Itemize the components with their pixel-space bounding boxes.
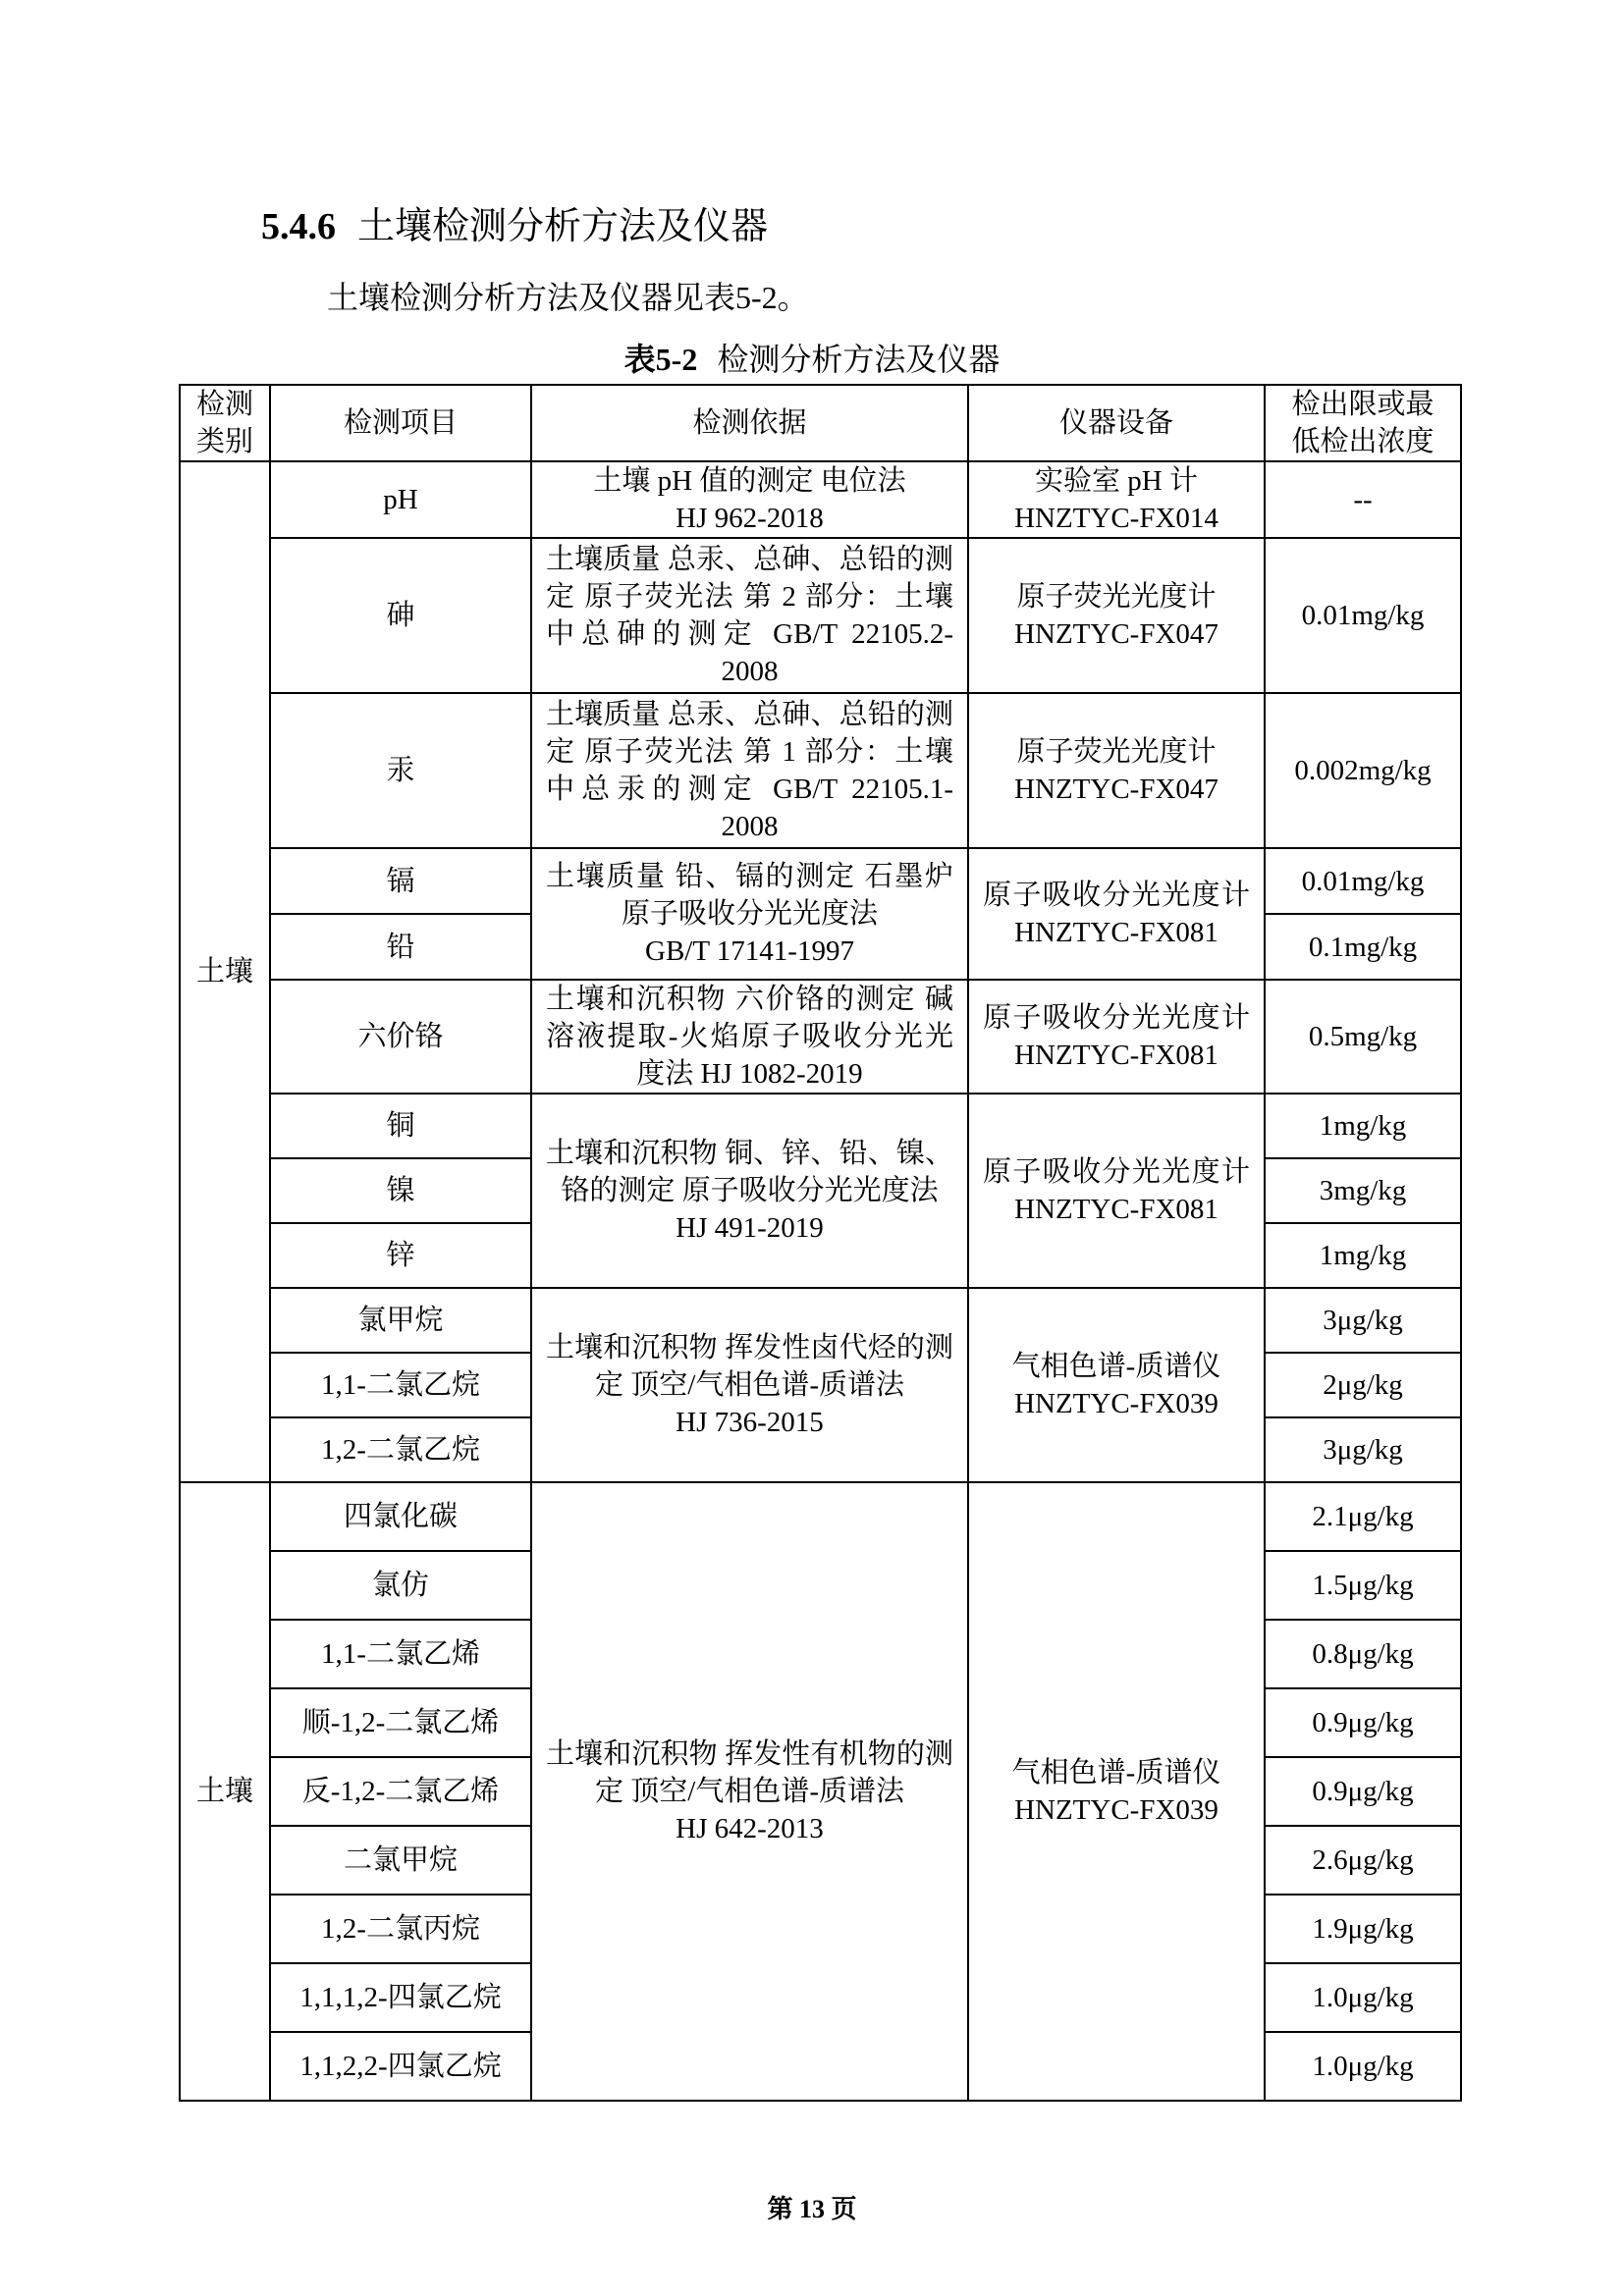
limit-cell: 0.5mg/kg [1265,980,1461,1094]
item-cell: 二氯甲烷 [270,1826,531,1895]
section-heading [261,203,768,250]
header-limit: 检出限或最 低检出浓度 [1265,385,1461,461]
item-cell: 镉 [270,848,531,914]
table-body [180,461,1461,2101]
table-row [180,461,1461,538]
instrument-cell: 原子吸收分光光度计 HNZTYC-FX081 [968,848,1265,980]
table-header-row [180,385,1461,461]
item-cell: 1,1,1,2-四氯乙烷 [270,1963,531,2032]
instrument-cell: 原子荧光光度计 HNZTYC-FX047 [968,693,1265,848]
table-row [180,980,1461,1094]
limit-cell: 0.01mg/kg [1265,848,1461,914]
table-caption [0,339,1624,380]
header-instrument: 仪器设备 [968,385,1265,461]
item-cell: 氯仿 [270,1551,531,1620]
limit-cell: 0.9μg/kg [1265,1688,1461,1757]
limit-cell: 0.01mg/kg [1265,538,1461,693]
table-row [180,1288,1461,1353]
item-cell: 1,2-二氯丙烷 [270,1895,531,1963]
limit-cell: -- [1265,461,1461,538]
item-cell: 四氯化碳 [270,1482,531,1551]
intro-paragraph: 土壤检测分析方法及仪器见表5-2。 [327,280,809,315]
item-cell: 六价铬 [270,980,531,1094]
item-cell: 砷 [270,538,531,693]
limit-cell: 0.8μg/kg [1265,1620,1461,1688]
limit-cell: 0.002mg/kg [1265,693,1461,848]
limit-cell: 1.5μg/kg [1265,1551,1461,1620]
instrument-cell: 原子吸收分光光度计 HNZTYC-FX081 [968,980,1265,1094]
table-row [180,848,1461,914]
header-category: 检测 类别 [180,385,270,461]
item-cell: 镍 [270,1158,531,1223]
item-cell: 1,1-二氯乙烷 [270,1353,531,1417]
limit-cell: 1mg/kg [1265,1094,1461,1158]
item-cell: 铜 [270,1094,531,1158]
item-cell: 1,1-二氯乙烯 [270,1620,531,1688]
page-footer: 第 13 页 [767,2195,857,2223]
header-item: 检测项目 [270,385,531,461]
instrument-cell: 气相色谱-质谱仪 HNZTYC-FX039 [968,1482,1265,2101]
method-cell: 土壤和沉积物 六价铬的测定 碱溶液提取-火焰原子吸收分光光度法 HJ 1082-2019 [531,980,968,1094]
item-cell: 氯甲烷 [270,1288,531,1353]
item-cell: 锌 [270,1223,531,1288]
item-cell: 反-1,2-二氯乙烯 [270,1757,531,1826]
method-cell: 土壤和沉积物 铜、锌、铅、镍、铬的测定 原子吸收分光光度法 HJ 491-2019 [531,1094,968,1288]
limit-cell: 0.1mg/kg [1265,914,1461,980]
limit-cell: 3mg/kg [1265,1158,1461,1223]
method-cell: 土壤和沉积物 挥发性卤代烃的测定 顶空/气相色谱-质谱法 HJ 736-2015 [531,1288,968,1482]
instrument-cell: 实验室 pH 计 HNZTYC-FX014 [968,461,1265,538]
table-row [180,1482,1461,1551]
table-title: 检测分析方法及仪器 [717,342,1001,377]
header-method: 检测依据 [531,385,968,461]
instrument-cell: 原子荧光光度计 HNZTYC-FX047 [968,538,1265,693]
category-cell: 土壤 [180,1482,270,2101]
category-cell: 土壤 [180,461,270,1482]
item-cell: 顺-1,2-二氯乙烯 [270,1688,531,1757]
table-number: 表5-2 [623,342,698,377]
limit-cell: 2.6μg/kg [1265,1826,1461,1895]
table-row [180,1094,1461,1158]
limit-cell: 1.0μg/kg [1265,1963,1461,2032]
table-row [180,693,1461,848]
item-cell: 1,2-二氯乙烷 [270,1417,531,1482]
limit-cell: 1mg/kg [1265,1223,1461,1288]
item-cell: 铅 [270,914,531,980]
instrument-cell: 气相色谱-质谱仪 HNZTYC-FX039 [968,1288,1265,1482]
limit-cell: 2μg/kg [1265,1353,1461,1417]
limit-cell: 1.9μg/kg [1265,1895,1461,1963]
limit-cell: 3μg/kg [1265,1288,1461,1353]
item-cell: 汞 [270,693,531,848]
method-cell: 土壤质量 铅、镉的测定 石墨炉原子吸收分光光度法 GB/T 17141-1997 [531,848,968,980]
limit-cell: 0.9μg/kg [1265,1757,1461,1826]
limit-cell: 3μg/kg [1265,1417,1461,1482]
item-cell: 1,1,2,2-四氯乙烷 [270,2032,531,2101]
methods-table [179,384,1462,2102]
limit-cell: 1.0μg/kg [1265,2032,1461,2101]
instrument-cell: 原子吸收分光光度计 HNZTYC-FX081 [968,1094,1265,1288]
method-cell: 土壤 pH 值的测定 电位法 HJ 962-2018 [531,461,968,538]
section-number: 5.4.6 [261,206,336,247]
method-cell: 土壤和沉积物 挥发性有机物的测定 顶空/气相色谱-质谱法 HJ 642-2013 [531,1482,968,2101]
table-row [180,538,1461,693]
section-title: 土壤检测分析方法及仪器 [357,206,769,247]
limit-cell: 2.1μg/kg [1265,1482,1461,1551]
method-cell: 土壤质量 总汞、总砷、总铅的测定 原子荧光法 第 2 部分：土壤中总砷的测定 GB/T 22105.2-2008 [531,538,968,693]
item-cell: pH [270,461,531,538]
method-cell: 土壤质量 总汞、总砷、总铅的测定 原子荧光法 第 1 部分：土壤中总汞的测定 GB/T 22105.1-2008 [531,693,968,848]
